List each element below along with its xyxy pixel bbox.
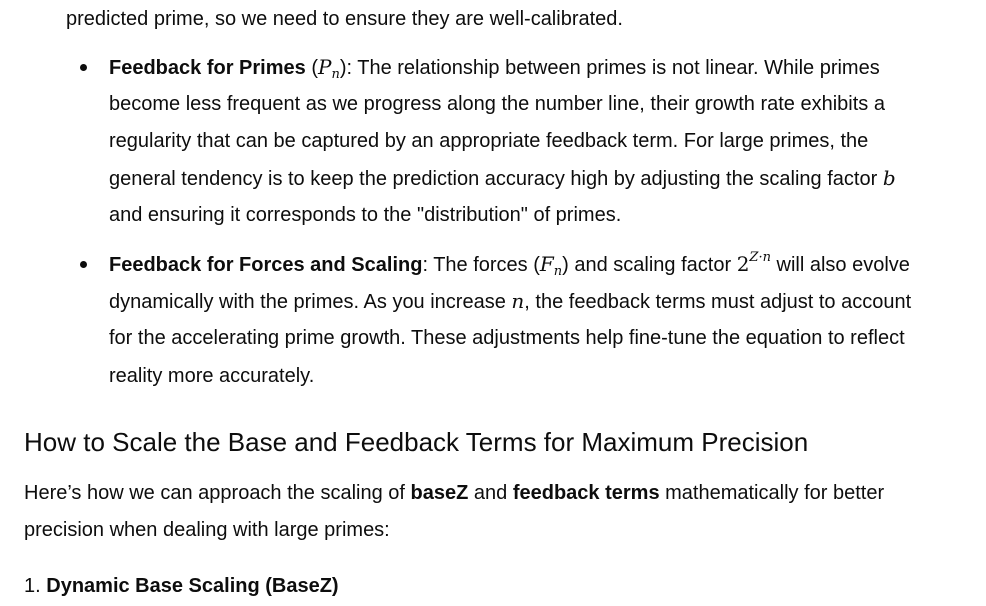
bullet-2-line-4: reality more accurately. [109, 365, 315, 387]
bullet-1-title: Feedback for Primes [109, 57, 306, 79]
bullet-1-line-3: regularity that can be captured by an appropriate feedback term. For large primes, the [109, 130, 869, 152]
bullet-1-line-4: general tendency is to keep the prediction accuracy high by adjusting the scaling factor b [109, 166, 896, 190]
scaling-exponent: Z·n [749, 250, 771, 265]
bullet-dot [80, 64, 87, 71]
paragraph-line-2: precision when dealing with large primes: [24, 519, 390, 541]
numbered-item-title: Dynamic Base Scaling (BaseZ) [46, 575, 339, 597]
bullet-1-line-1: Feedback for Primes $(P_n)$: The relationship between primes is not linear. While primes [109, 55, 880, 82]
section-heading: How to Scale the Base and Feedback Terms for Maximum Precision [24, 427, 809, 457]
bullet-1-line-2: become less frequent as we progress along the number line, their growth rate exhibits a [109, 93, 885, 115]
bullet-1-symbol: $(P_n)$ [311, 55, 347, 82]
numbered-item-1 [24, 574, 339, 598]
paragraph-line-1: Here’s how we can approach the scaling of baseZ and feedback terms mathematically for better [24, 482, 885, 504]
bullet-2-title: Feedback for Forces and Scaling [109, 254, 423, 276]
scaling-base: 2 [736, 252, 750, 276]
bullet-1-line-5: and ensuring it corresponds to the "distribution" of primes. [109, 204, 622, 226]
numbered-item-number: 1. [24, 575, 41, 597]
bullet-2-line-2: dynamically with the primes. As you increase n, the feedback terms must adjust to account [109, 289, 912, 313]
bullet-2-line-1: Feedback for Forces and Scaling: The forces $(F_n)$ and scaling factor $2^{Z\cdot n}$ will also evolve [109, 250, 910, 279]
intro-text: predicted prime, so we need to ensure they are well-calibrated. [66, 8, 623, 30]
bullet-dot [80, 261, 87, 268]
scaling-factor-symbol: b [882, 166, 896, 190]
bullet-2-line-3: for the accelerating prime growth. These adjustments help fine-tune the equation to reflect [109, 327, 905, 349]
